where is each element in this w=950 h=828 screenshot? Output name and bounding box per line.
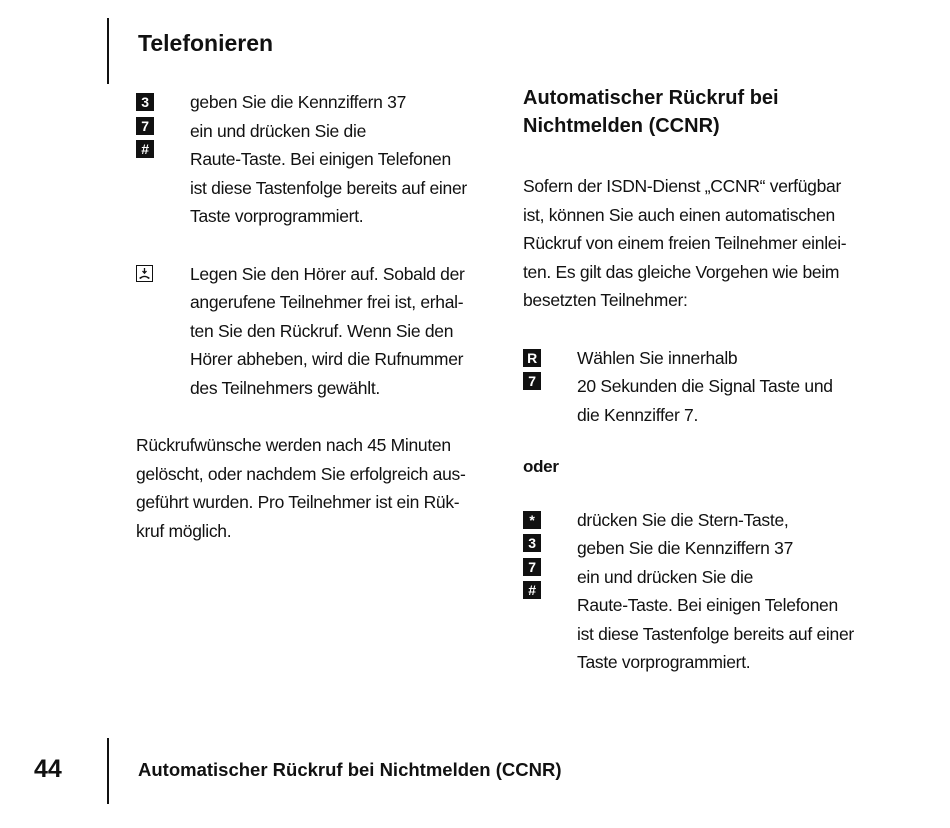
step-star-key [523, 506, 893, 677]
hash-key-icon: # [523, 581, 541, 599]
key-7-icon: 7 [523, 558, 541, 576]
text-line: Taste vorprogrammiert. [577, 652, 751, 672]
text-line: Wählen Sie innerhalb [577, 347, 738, 368]
text-line: geben Sie die Kennziffern 37 [577, 538, 794, 558]
step-hang-up [136, 260, 506, 403]
left-column [136, 88, 506, 545]
section-title-line: Nichtmelden (CCNR) [523, 115, 720, 137]
text-line: ist, können Sie auch einen automatischen [523, 204, 835, 225]
header-rule [107, 18, 109, 84]
key-7-icon: 7 [136, 117, 154, 135]
text-line: Legen Sie den Hörer auf. Sobald der [190, 263, 465, 284]
footer-title: Automatischer Rückruf bei Nichtmelden (CCNR) [138, 759, 562, 780]
text-line: Hörer abheben, wird die Rufnummer [190, 349, 464, 369]
text-line: 20 Sekunden die Signal Taste und [577, 376, 833, 396]
step-text [577, 506, 893, 677]
key-stack [523, 506, 547, 605]
right-column [523, 84, 893, 677]
key-stack [136, 260, 160, 288]
callback-info-paragraph [136, 431, 506, 545]
text-line: kruf möglich. [136, 520, 232, 541]
text-line: Taste vorprogrammiert. [190, 206, 364, 226]
text-line: ein und drücken Sie die [190, 120, 367, 141]
key-stack [523, 344, 547, 396]
step-text [577, 344, 893, 430]
key-7-icon: 7 [523, 372, 541, 390]
ccnr-intro-paragraph [523, 172, 893, 315]
hang-up-icon [136, 265, 153, 282]
text-line: besetzten Teilnehmer: [523, 290, 688, 310]
text-line: des Teilnehmers gewählt. [190, 377, 380, 398]
text-line: ten Sie den Rückruf. Wenn Sie den [190, 320, 454, 341]
text-line: Raute-Taste. Bei einigen Telefonen [577, 595, 838, 615]
text-line: ein und drücken Sie die [577, 566, 754, 587]
step-enter-code [136, 88, 506, 231]
text-line: geben Sie die Kennziffern 37 [190, 92, 407, 112]
star-key-icon: * [523, 511, 541, 529]
text-line: ten. Es gilt das gleiche Vorgehen wie beim [523, 261, 840, 282]
page-header-title: Telefonieren [138, 30, 274, 56]
text-line: ist diese Tastenfolge bereits auf einer [577, 623, 854, 644]
text-line: Rückrufwünsche werden nach 45 Minuten [136, 435, 451, 455]
key-r-icon: R [523, 349, 541, 367]
text-line: Rückruf von einem freien Teilnehmer einlei- [523, 233, 847, 253]
section-title [523, 84, 893, 140]
page-number: 44 [34, 755, 62, 783]
text-line: gelöscht, oder nachdem Sie erfolgreich aus- [136, 463, 466, 484]
text-line: geführt wurden. Pro Teilnehmer ist ein Rük- [136, 492, 460, 512]
step-signal-key [523, 344, 893, 430]
text-line: ist diese Tastenfolge bereits auf einer [190, 177, 467, 198]
step-text [190, 260, 506, 403]
text-line: die Kennziffer 7. [577, 404, 699, 425]
step-text [190, 88, 506, 231]
footer-rule [107, 738, 109, 804]
key-3-icon: 3 [523, 534, 541, 552]
oder-label: oder [523, 457, 559, 476]
text-line: drücken Sie die Stern-Taste, [577, 509, 789, 530]
key-stack [136, 88, 160, 164]
text-line: Sofern der ISDN-Dienst „CCNR“ verfügbar [523, 176, 841, 196]
text-line: angerufene Teilnehmer frei ist, erhal- [190, 292, 464, 312]
key-3-icon: 3 [136, 93, 154, 111]
section-title-line: Automatischer Rückruf bei [523, 87, 779, 109]
hash-key-icon: # [136, 140, 154, 158]
text-line: Raute-Taste. Bei einigen Telefonen [190, 149, 451, 169]
